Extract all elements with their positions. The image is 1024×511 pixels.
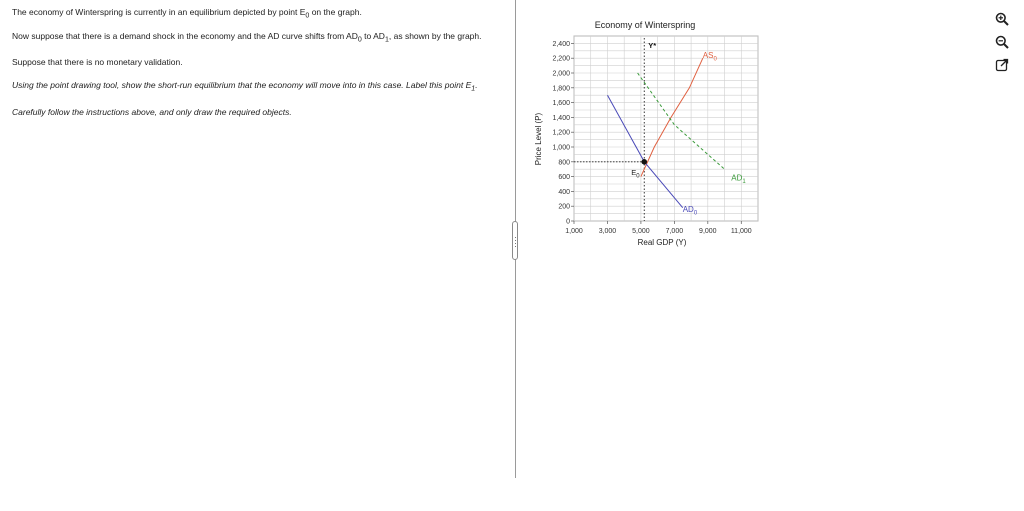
zoom-in-icon[interactable]: [995, 12, 1009, 26]
y-tick-label: 2,200: [552, 55, 570, 63]
curve-label-as0: $AS_0$: [702, 51, 717, 63]
y-tick-label: 2,000: [552, 70, 570, 78]
x-tick-label: 9,000: [699, 228, 717, 235]
open-external-icon[interactable]: [995, 58, 1009, 72]
panel-resize-handle[interactable]: [512, 221, 518, 260]
equilibrium-point-e0: [641, 159, 647, 165]
plot-border: [574, 36, 758, 221]
y-tick-label: 200: [558, 203, 570, 211]
instructions-panel: [12, 7, 510, 130]
y-tick-label: 1,200: [552, 129, 570, 137]
potential-gdp-label: Y*: [648, 41, 657, 50]
chart-grid: [574, 36, 758, 221]
x-tick-label: 1,000: [565, 228, 583, 235]
x-tick-label: 3,000: [598, 228, 617, 235]
curve-ad0: [608, 95, 683, 208]
x-tick-label: 7,000: [665, 228, 684, 235]
y-tick-label: 1,800: [552, 85, 570, 93]
y-tick-label: 1,000: [552, 144, 570, 152]
instruction-equilibrium: The economy of Winterspring is currently in an equilibrium depicted by point $E_0$ on the graph.: [12, 7, 362, 20]
x-tick-label: 5,000: [632, 228, 650, 235]
y-tick-label: 800: [558, 159, 570, 167]
x-tick-label: 11,000: [730, 228, 752, 235]
y-tick-label: 600: [558, 174, 570, 182]
curve-label-ad1: $AD_1$: [731, 173, 746, 185]
y-tick-label: 1,600: [552, 100, 570, 108]
chart-title: Economy of Winterspring: [594, 20, 696, 30]
economy-chart[interactable]: [528, 16, 778, 256]
y-tick-label: 400: [558, 188, 570, 196]
curve-label-ad0: $AD_0$: [682, 205, 698, 217]
toolbar: [995, 12, 1009, 81]
instruction-draw-point: Using the point drawing tool, show the short-run equilibrium that the economy will move into in this case. Label this point $E_1$.: [12, 80, 478, 94]
instruction-no-validation: Suppose that there is no monetary validation.: [12, 57, 183, 68]
x-axis-label: Real GDP (Y): [637, 238, 687, 247]
y-tick-label: 0: [566, 218, 570, 226]
instruction-follow-carefully: Carefully follow the instructions above, and only draw the required objects.: [12, 107, 292, 118]
y-tick-label: 1,400: [552, 114, 570, 122]
equilibrium-label-e0: $E_0$: [631, 167, 640, 180]
zoom-out-icon[interactable]: [995, 35, 1009, 49]
y-tick-label: 2,400: [552, 40, 570, 48]
chart-marks: [631, 41, 746, 217]
instruction-demand-shock: Now suppose that there is a demand shock in the economy and the AD curve shifts from $AD_0$ to $AD_1$, as shown by the graph.: [12, 30, 482, 44]
y-axis-label: Price Level (P): [534, 112, 543, 166]
chart-ticks: [552, 41, 751, 235]
